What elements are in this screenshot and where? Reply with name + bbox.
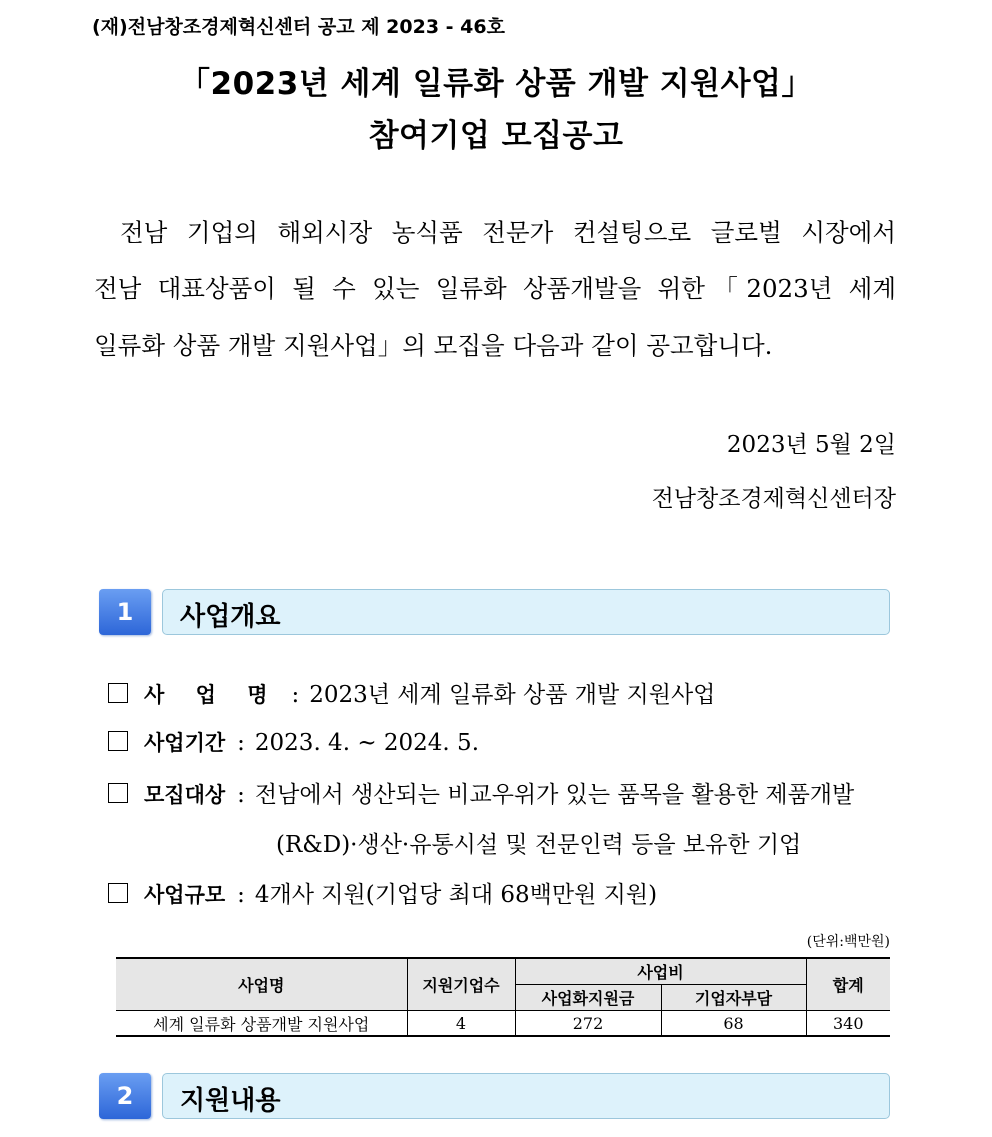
item-value: 2023. 4. ~ 2024. 5. <box>254 730 479 756</box>
item-value: 4개사 지원(기업당 최대 68백만원 지원) <box>254 882 658 908</box>
header-self-pay: 기업자부담 <box>661 985 806 1011</box>
item-project-scale: 사업규모 : 4개사 지원(기업당 최대 68백만원 지원) <box>108 876 657 909</box>
item-project-name: 사 업 명 : 2023년 세계 일류화 상품 개발 지원사업 <box>108 676 715 709</box>
checkbox-square-icon <box>108 731 128 751</box>
cell-project-name: 세계 일류화 상품개발 지원사업 <box>116 1011 407 1037</box>
item-project-period: 사업기간 : 2023. 4. ~ 2024. 5. <box>108 727 479 757</box>
section-1-number-badge: 1 <box>99 589 151 635</box>
cell-subsidy: 272 <box>515 1011 661 1037</box>
intro-line-2: 전남 대표상품이 될 수 있는 일류화 상품개발을 위한「2023년 세계 <box>94 274 896 303</box>
document-title: 「2023년 세계 일류화 상품 개발 지원사업」 <box>179 66 813 102</box>
notice-date: 2023년 5월 2일 <box>726 432 896 458</box>
item-label: 사업규모 <box>144 883 226 907</box>
checkbox-square-icon <box>108 883 128 903</box>
item-label: 모집대상 <box>144 783 226 807</box>
issuer-name: 전남창조경제혁신센터장 <box>651 486 896 512</box>
section-2-number-badge: 2 <box>99 1073 151 1119</box>
checkbox-square-icon <box>108 683 128 703</box>
header-companies: 지원기업수 <box>407 958 515 1011</box>
header-project-name: 사업명 <box>116 958 407 1011</box>
header-cost: 사업비 <box>515 958 806 985</box>
checkbox-square-icon <box>108 783 128 803</box>
cell-total: 340 <box>806 1011 890 1037</box>
notice-number: (재)전남창조경제혁신센터 공고 제 2023 - 46호 <box>92 16 505 38</box>
item-recruit-target: 모집대상 : 전남에서 생산되는 비교우위가 있는 품목을 활용한 제품개발 <box>108 776 854 809</box>
header-subsidy: 사업화지원금 <box>515 985 661 1011</box>
item-value: 2023년 세계 일류화 상품 개발 지원사업 <box>309 682 716 708</box>
header-total: 합계 <box>806 958 890 1011</box>
section-1-header <box>162 589 890 635</box>
cell-self-pay: 68 <box>661 1011 806 1037</box>
table-unit-note: (단위:백만원) <box>806 934 890 950</box>
table-header-row <box>116 958 890 985</box>
cell-companies: 4 <box>407 1011 515 1037</box>
document-subtitle: 참여기업 모집공고 <box>368 118 624 154</box>
intro-line-3: 일류화 상품 개발 지원사업」의 모집을 다음과 같이 공고합니다. <box>94 331 773 360</box>
section-1-title: 사업개요 <box>180 602 281 632</box>
section-2-header <box>162 1073 890 1119</box>
item-recruit-target-continued: (R&D)·생산·유통시설 및 전문인력 등을 보유한 기업 <box>276 832 802 858</box>
item-label: 사업기간 <box>144 731 226 755</box>
item-label: 사 업 명 <box>144 683 280 707</box>
intro-line-1: 전남 기업의 해외시장 농식품 전문가 컨설팅으로 글로벌 시장에서 <box>120 218 896 247</box>
section-2-title: 지원내용 <box>180 1086 281 1116</box>
table-row <box>116 1011 890 1037</box>
budget-table <box>116 957 890 1037</box>
item-value: 전남에서 생산되는 비교우위가 있는 품목을 활용한 제품개발 <box>254 782 855 808</box>
